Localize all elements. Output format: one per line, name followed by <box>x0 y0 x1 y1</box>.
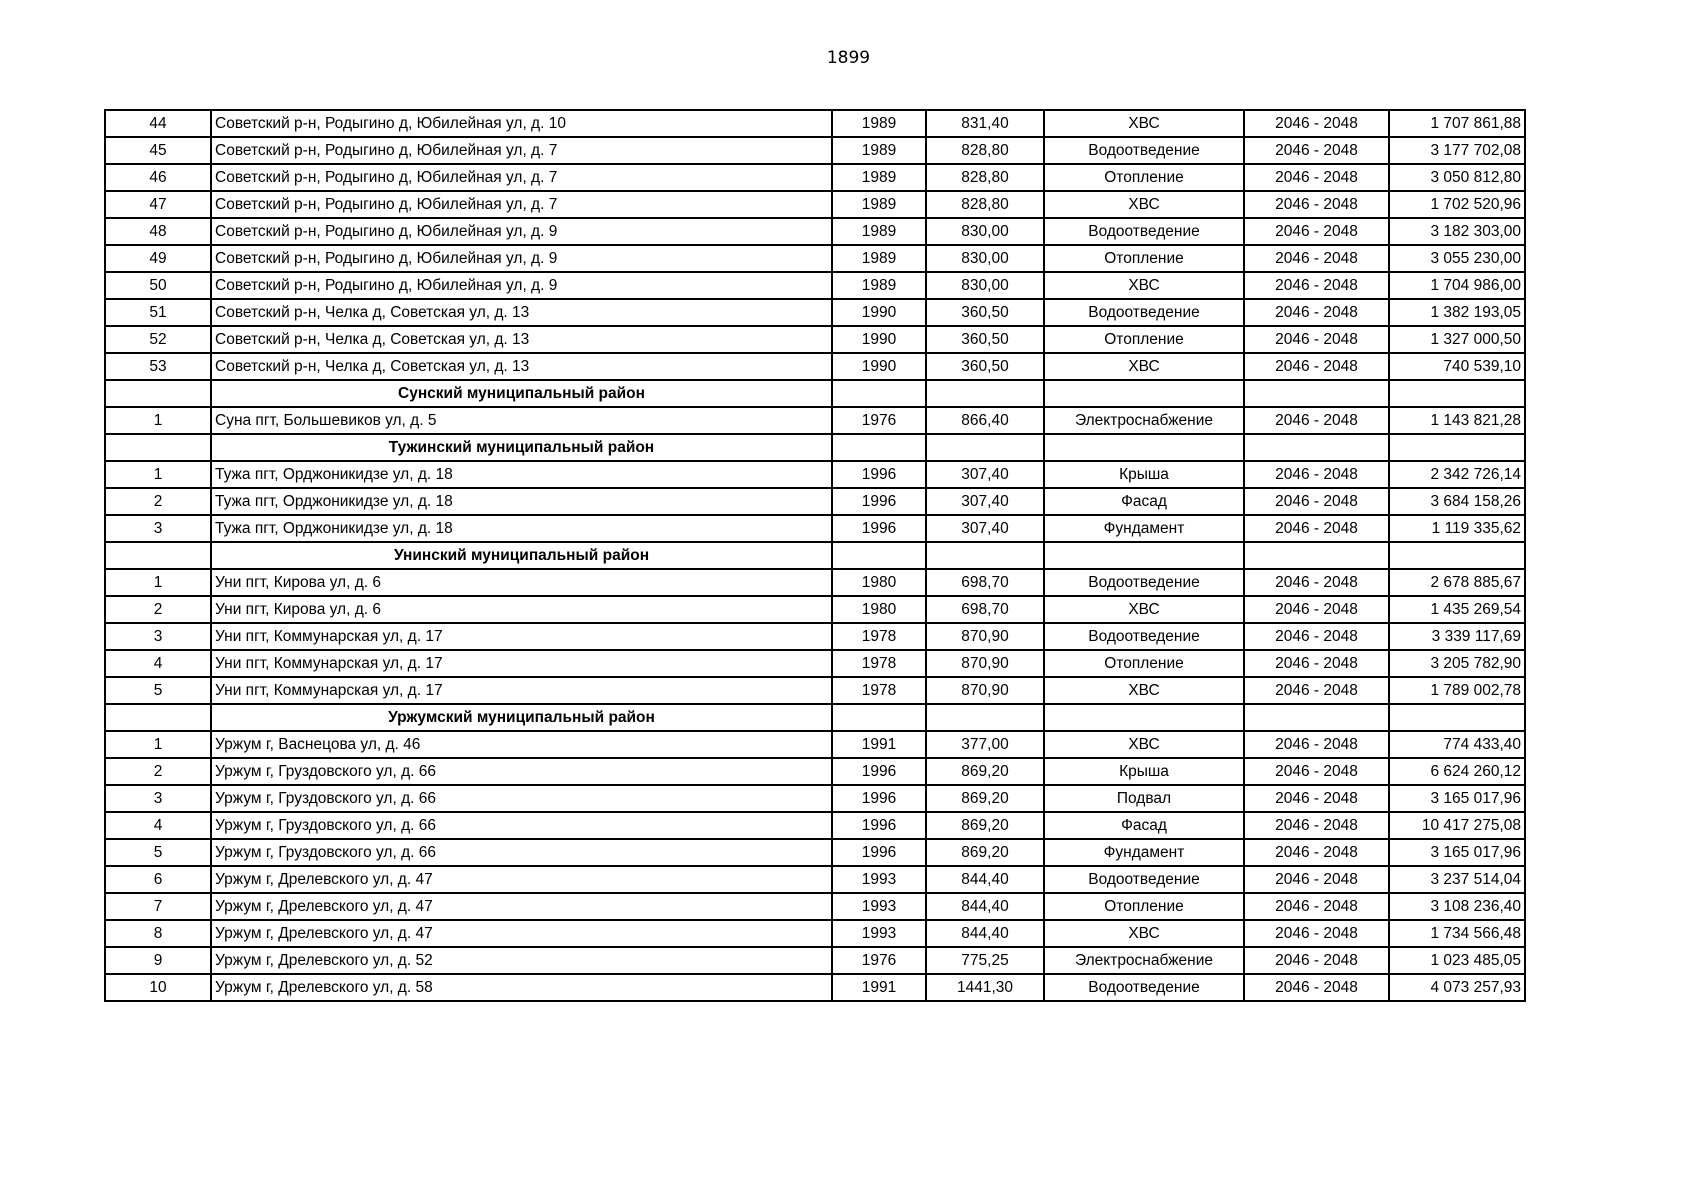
cell-area: 869,20 <box>926 758 1044 785</box>
cell-row-number: 1 <box>105 731 211 758</box>
table-row <box>105 974 1525 1001</box>
cell-work-type: ХВС <box>1044 596 1244 623</box>
cell-period: 2046 - 2048 <box>1244 353 1389 380</box>
cell-period: 2046 - 2048 <box>1244 920 1389 947</box>
table-row <box>105 596 1525 623</box>
cell-address: Советский р-н, Родыгино д, Юбилейная ул, д. 9 <box>211 245 832 272</box>
cell-work-type <box>1044 704 1244 731</box>
cell-row-number: 51 <box>105 299 211 326</box>
cell-area: 869,20 <box>926 785 1044 812</box>
cell-period: 2046 - 2048 <box>1244 623 1389 650</box>
cell-work-type: Фасад <box>1044 812 1244 839</box>
cell-period: 2046 - 2048 <box>1244 758 1389 785</box>
cell-period: 2046 - 2048 <box>1244 515 1389 542</box>
cell-area: 844,40 <box>926 920 1044 947</box>
cell-period <box>1244 380 1389 407</box>
cell-area <box>926 380 1044 407</box>
cell-address: Уржум г, Груздовского ул, д. 66 <box>211 785 832 812</box>
cell-address: Уни пгт, Коммунарская ул, д. 17 <box>211 623 832 650</box>
cell-work-type: Фасад <box>1044 488 1244 515</box>
cell-work-type: Фундамент <box>1044 515 1244 542</box>
cell-cost: 1 327 000,50 <box>1389 326 1525 353</box>
cell-build-year: 1976 <box>832 947 926 974</box>
cell-cost: 774 433,40 <box>1389 731 1525 758</box>
cell-address: Уни пгт, Кирова ул, д. 6 <box>211 569 832 596</box>
cell-cost: 1 435 269,54 <box>1389 596 1525 623</box>
cell-build-year: 1996 <box>832 488 926 515</box>
cell-work-type: ХВС <box>1044 731 1244 758</box>
cell-period <box>1244 434 1389 461</box>
district-name: Сунский муниципальный район <box>211 380 832 407</box>
cell-work-type <box>1044 434 1244 461</box>
page-number: 1899 <box>826 48 871 68</box>
cell-address: Уни пгт, Коммунарская ул, д. 17 <box>211 677 832 704</box>
cell-address: Советский р-н, Родыгино д, Юбилейная ул, д. 9 <box>211 272 832 299</box>
cell-area: 307,40 <box>926 461 1044 488</box>
cell-period: 2046 - 2048 <box>1244 299 1389 326</box>
cell-work-type: ХВС <box>1044 353 1244 380</box>
cell-row-number: 50 <box>105 272 211 299</box>
cell-area <box>926 434 1044 461</box>
cell-build-year: 1989 <box>832 137 926 164</box>
cell-area: 360,50 <box>926 353 1044 380</box>
cell-area: 870,90 <box>926 623 1044 650</box>
cell-period: 2046 - 2048 <box>1244 461 1389 488</box>
table-row <box>105 650 1525 677</box>
cell-area: 866,40 <box>926 407 1044 434</box>
cell-row-number: 7 <box>105 893 211 920</box>
cell-row-number: 9 <box>105 947 211 974</box>
table-row <box>105 758 1525 785</box>
cell-address: Уржум г, Груздовского ул, д. 66 <box>211 758 832 785</box>
cell-area <box>926 704 1044 731</box>
cell-address: Уржум г, Груздовского ул, д. 66 <box>211 812 832 839</box>
cell-area: 698,70 <box>926 569 1044 596</box>
cell-area: 828,80 <box>926 191 1044 218</box>
cell-build-year: 1976 <box>832 407 926 434</box>
cell-work-type: Водоотведение <box>1044 623 1244 650</box>
cell-row-number: 46 <box>105 164 211 191</box>
cell-address: Уни пгт, Кирова ул, д. 6 <box>211 596 832 623</box>
cell-area <box>926 542 1044 569</box>
cell-area: 870,90 <box>926 677 1044 704</box>
cell-cost: 3 055 230,00 <box>1389 245 1525 272</box>
cell-cost: 1 702 520,96 <box>1389 191 1525 218</box>
table-row <box>105 812 1525 839</box>
cell-build-year: 1991 <box>832 974 926 1001</box>
cell-row-number: 8 <box>105 920 211 947</box>
cell-period: 2046 - 2048 <box>1244 893 1389 920</box>
cell-period: 2046 - 2048 <box>1244 407 1389 434</box>
cell-period: 2046 - 2048 <box>1244 137 1389 164</box>
cell-build-year: 1996 <box>832 461 926 488</box>
cell-row-number: 45 <box>105 137 211 164</box>
cell-period: 2046 - 2048 <box>1244 191 1389 218</box>
cell-build-year <box>832 434 926 461</box>
cell-work-type: Отопление <box>1044 245 1244 272</box>
cell-row-number: 6 <box>105 866 211 893</box>
cell-row-number: 2 <box>105 758 211 785</box>
cell-area: 360,50 <box>926 326 1044 353</box>
cell-row-number: 1 <box>105 407 211 434</box>
cell-cost: 1 119 335,62 <box>1389 515 1525 542</box>
cell-build-year: 1990 <box>832 326 926 353</box>
cell-area: 377,00 <box>926 731 1044 758</box>
table-row <box>105 218 1525 245</box>
cell-row-number: 52 <box>105 326 211 353</box>
table-row <box>105 920 1525 947</box>
cell-row-number <box>105 434 211 461</box>
cell-row-number: 1 <box>105 461 211 488</box>
cell-cost: 3 339 117,69 <box>1389 623 1525 650</box>
cell-row-number: 2 <box>105 488 211 515</box>
cell-build-year: 1978 <box>832 650 926 677</box>
cell-period: 2046 - 2048 <box>1244 839 1389 866</box>
cell-build-year: 1996 <box>832 812 926 839</box>
cell-period <box>1244 542 1389 569</box>
cell-row-number: 47 <box>105 191 211 218</box>
cell-cost <box>1389 434 1525 461</box>
cell-cost: 3 165 017,96 <box>1389 839 1525 866</box>
cell-address: Советский р-н, Родыгино д, Юбилейная ул, д. 7 <box>211 191 832 218</box>
district-name: Унинский муниципальный район <box>211 542 832 569</box>
district-name: Уржумский муниципальный район <box>211 704 832 731</box>
cell-period: 2046 - 2048 <box>1244 326 1389 353</box>
table-row <box>105 353 1525 380</box>
table-row <box>105 407 1525 434</box>
cell-address: Тужа пгт, Орджоникидзе ул, д. 18 <box>211 488 832 515</box>
cell-cost: 3 182 303,00 <box>1389 218 1525 245</box>
cell-area: 830,00 <box>926 218 1044 245</box>
cell-work-type <box>1044 380 1244 407</box>
cell-area: 844,40 <box>926 893 1044 920</box>
cell-period: 2046 - 2048 <box>1244 677 1389 704</box>
table-row <box>105 569 1525 596</box>
cell-period: 2046 - 2048 <box>1244 866 1389 893</box>
cell-area: 775,25 <box>926 947 1044 974</box>
cell-cost <box>1389 380 1525 407</box>
cell-cost <box>1389 542 1525 569</box>
cell-build-year: 1993 <box>832 893 926 920</box>
cell-row-number: 48 <box>105 218 211 245</box>
table-row <box>105 137 1525 164</box>
cell-address: Уни пгт, Коммунарская ул, д. 17 <box>211 650 832 677</box>
cell-area: 307,40 <box>926 488 1044 515</box>
cell-build-year <box>832 380 926 407</box>
cell-work-type: Отопление <box>1044 893 1244 920</box>
cell-build-year: 1996 <box>832 758 926 785</box>
cell-work-type: Электроснабжение <box>1044 407 1244 434</box>
cell-build-year: 1990 <box>832 353 926 380</box>
table-row <box>105 272 1525 299</box>
cell-address: Советский р-н, Родыгино д, Юбилейная ул, д. 9 <box>211 218 832 245</box>
cell-area: 1441,30 <box>926 974 1044 1001</box>
cell-cost: 1 704 986,00 <box>1389 272 1525 299</box>
cell-cost: 1 734 566,48 <box>1389 920 1525 947</box>
cell-period: 2046 - 2048 <box>1244 218 1389 245</box>
cell-area: 830,00 <box>926 272 1044 299</box>
cell-build-year: 1996 <box>832 839 926 866</box>
cell-build-year: 1996 <box>832 515 926 542</box>
cell-work-type: Водоотведение <box>1044 974 1244 1001</box>
cell-period: 2046 - 2048 <box>1244 488 1389 515</box>
cell-build-year: 1996 <box>832 785 926 812</box>
cell-period: 2046 - 2048 <box>1244 164 1389 191</box>
cell-row-number: 3 <box>105 623 211 650</box>
cell-work-type: Подвал <box>1044 785 1244 812</box>
cell-cost: 3 165 017,96 <box>1389 785 1525 812</box>
cell-row-number: 4 <box>105 650 211 677</box>
cell-build-year: 1989 <box>832 110 926 137</box>
cell-address: Уржум г, Дрелевского ул, д. 47 <box>211 866 832 893</box>
cell-area: 869,20 <box>926 839 1044 866</box>
cell-period <box>1244 704 1389 731</box>
cell-address: Советский р-н, Родыгино д, Юбилейная ул, д. 10 <box>211 110 832 137</box>
cell-address: Уржум г, Дрелевского ул, д. 52 <box>211 947 832 974</box>
cell-cost: 1 143 821,28 <box>1389 407 1525 434</box>
cell-build-year: 1993 <box>832 920 926 947</box>
cell-cost: 3 684 158,26 <box>1389 488 1525 515</box>
table-row <box>105 461 1525 488</box>
cell-build-year: 1989 <box>832 164 926 191</box>
cell-area: 828,80 <box>926 137 1044 164</box>
cell-cost: 3 050 812,80 <box>1389 164 1525 191</box>
cell-build-year: 1980 <box>832 596 926 623</box>
cell-work-type: Водоотведение <box>1044 866 1244 893</box>
cell-work-type: Отопление <box>1044 164 1244 191</box>
cell-work-type: Электроснабжение <box>1044 947 1244 974</box>
cell-row-number: 5 <box>105 677 211 704</box>
cell-work-type: ХВС <box>1044 110 1244 137</box>
cell-address: Советский р-н, Родыгино д, Юбилейная ул, д. 7 <box>211 137 832 164</box>
cell-cost: 1 707 861,88 <box>1389 110 1525 137</box>
table-row <box>105 839 1525 866</box>
cell-area: 844,40 <box>926 866 1044 893</box>
cell-build-year: 1989 <box>832 272 926 299</box>
cell-row-number: 2 <box>105 596 211 623</box>
cell-work-type: Отопление <box>1044 326 1244 353</box>
cell-period: 2046 - 2048 <box>1244 650 1389 677</box>
table-row <box>105 245 1525 272</box>
table-row <box>105 947 1525 974</box>
table-row <box>105 488 1525 515</box>
table-row <box>105 866 1525 893</box>
cell-cost: 3 108 236,40 <box>1389 893 1525 920</box>
cell-build-year: 1980 <box>832 569 926 596</box>
cell-work-type: Водоотведение <box>1044 218 1244 245</box>
cell-period: 2046 - 2048 <box>1244 110 1389 137</box>
cell-address: Советский р-н, Челка д, Советская ул, д. 13 <box>211 326 832 353</box>
cell-build-year: 1990 <box>832 299 926 326</box>
cell-address: Уржум г, Груздовского ул, д. 66 <box>211 839 832 866</box>
table-row <box>105 731 1525 758</box>
district-header-row <box>105 434 1525 461</box>
cell-work-type <box>1044 542 1244 569</box>
cell-build-year <box>832 542 926 569</box>
cell-area: 698,70 <box>926 596 1044 623</box>
table-row <box>105 191 1525 218</box>
table-row <box>105 785 1525 812</box>
cell-row-number: 3 <box>105 515 211 542</box>
table-row <box>105 110 1525 137</box>
cell-area: 869,20 <box>926 812 1044 839</box>
cell-row-number: 53 <box>105 353 211 380</box>
cell-work-type: Фундамент <box>1044 839 1244 866</box>
cell-row-number: 3 <box>105 785 211 812</box>
cell-build-year: 1993 <box>832 866 926 893</box>
table-row <box>105 623 1525 650</box>
cell-area: 307,40 <box>926 515 1044 542</box>
district-name: Тужинский муниципальный район <box>211 434 832 461</box>
cell-work-type: Крыша <box>1044 461 1244 488</box>
cell-row-number: 1 <box>105 569 211 596</box>
cell-address: Тужа пгт, Орджоникидзе ул, д. 18 <box>211 515 832 542</box>
table-row <box>105 299 1525 326</box>
cell-cost: 2 342 726,14 <box>1389 461 1525 488</box>
cell-work-type: ХВС <box>1044 272 1244 299</box>
cell-build-year <box>832 704 926 731</box>
cell-cost: 4 073 257,93 <box>1389 974 1525 1001</box>
cell-period: 2046 - 2048 <box>1244 731 1389 758</box>
cell-area: 360,50 <box>926 299 1044 326</box>
cell-cost: 10 417 275,08 <box>1389 812 1525 839</box>
table-row <box>105 515 1525 542</box>
cell-period: 2046 - 2048 <box>1244 596 1389 623</box>
cell-cost: 2 678 885,67 <box>1389 569 1525 596</box>
cell-address: Суна пгт, Большевиков ул, д. 5 <box>211 407 832 434</box>
cell-row-number <box>105 704 211 731</box>
cell-period: 2046 - 2048 <box>1244 272 1389 299</box>
cell-period: 2046 - 2048 <box>1244 785 1389 812</box>
cell-cost <box>1389 704 1525 731</box>
cell-row-number: 44 <box>105 110 211 137</box>
table-row <box>105 677 1525 704</box>
cell-address: Тужа пгт, Орджоникидзе ул, д. 18 <box>211 461 832 488</box>
cell-address: Уржум г, Дрелевского ул, д. 47 <box>211 920 832 947</box>
cell-cost: 6 624 260,12 <box>1389 758 1525 785</box>
cell-area: 870,90 <box>926 650 1044 677</box>
cell-area: 831,40 <box>926 110 1044 137</box>
cell-work-type: Водоотведение <box>1044 137 1244 164</box>
cell-build-year: 1991 <box>832 731 926 758</box>
cell-build-year: 1978 <box>832 677 926 704</box>
district-header-row <box>105 380 1525 407</box>
cell-period: 2046 - 2048 <box>1244 812 1389 839</box>
district-header-row <box>105 542 1525 569</box>
cell-work-type: ХВС <box>1044 191 1244 218</box>
cell-row-number: 10 <box>105 974 211 1001</box>
cell-build-year: 1989 <box>832 191 926 218</box>
cell-cost: 3 205 782,90 <box>1389 650 1525 677</box>
cell-work-type: Водоотведение <box>1044 569 1244 596</box>
cell-address: Советский р-н, Челка д, Советская ул, д. 13 <box>211 299 832 326</box>
cell-work-type: ХВС <box>1044 677 1244 704</box>
cell-cost: 1 023 485,05 <box>1389 947 1525 974</box>
table-body <box>105 110 1525 1001</box>
cell-cost: 1 789 002,78 <box>1389 677 1525 704</box>
district-header-row <box>105 704 1525 731</box>
table-row <box>105 164 1525 191</box>
cell-period: 2046 - 2048 <box>1244 947 1389 974</box>
cell-row-number <box>105 542 211 569</box>
table-row <box>105 893 1525 920</box>
cell-address: Советский р-н, Челка д, Советская ул, д. 13 <box>211 353 832 380</box>
cell-cost: 3 237 514,04 <box>1389 866 1525 893</box>
table-row <box>105 326 1525 353</box>
cell-build-year: 1989 <box>832 218 926 245</box>
cell-period: 2046 - 2048 <box>1244 245 1389 272</box>
cell-area: 830,00 <box>926 245 1044 272</box>
cell-build-year: 1989 <box>832 245 926 272</box>
cell-cost: 740 539,10 <box>1389 353 1525 380</box>
cell-row-number <box>105 380 211 407</box>
cell-cost: 3 177 702,08 <box>1389 137 1525 164</box>
repair-schedule-table <box>104 109 1526 1002</box>
cell-build-year: 1978 <box>832 623 926 650</box>
cell-area: 828,80 <box>926 164 1044 191</box>
cell-cost: 1 382 193,05 <box>1389 299 1525 326</box>
cell-row-number: 49 <box>105 245 211 272</box>
cell-period: 2046 - 2048 <box>1244 569 1389 596</box>
cell-address: Советский р-н, Родыгино д, Юбилейная ул, д. 7 <box>211 164 832 191</box>
cell-work-type: Крыша <box>1044 758 1244 785</box>
cell-row-number: 5 <box>105 839 211 866</box>
cell-period: 2046 - 2048 <box>1244 974 1389 1001</box>
cell-address: Уржум г, Васнецова ул, д. 46 <box>211 731 832 758</box>
cell-work-type: Отопление <box>1044 650 1244 677</box>
cell-address: Уржум г, Дрелевского ул, д. 58 <box>211 974 832 1001</box>
cell-work-type: Водоотведение <box>1044 299 1244 326</box>
cell-row-number: 4 <box>105 812 211 839</box>
cell-work-type: ХВС <box>1044 920 1244 947</box>
cell-address: Уржум г, Дрелевского ул, д. 47 <box>211 893 832 920</box>
